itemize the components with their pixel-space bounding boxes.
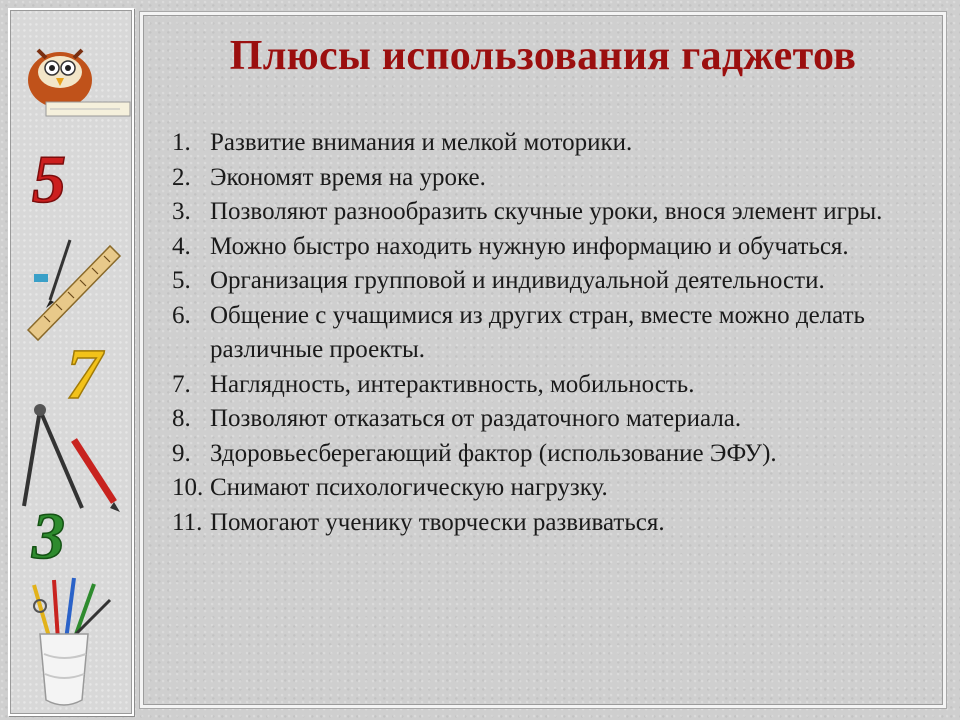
item-number: 11.	[172, 508, 203, 536]
list-item	[172, 402, 942, 437]
item-text: Можно быстро находить нужную информацию и обучаться.	[210, 232, 849, 260]
item-number: 6.	[172, 301, 191, 329]
item-number: 1.	[172, 129, 191, 156]
digit-7: 7	[66, 334, 102, 414]
list-item	[172, 264, 942, 299]
item-number: 8.	[172, 405, 191, 432]
slide-title: Плюсы использования гаджетов	[229, 33, 857, 79]
advantages-list	[172, 126, 942, 540]
item-text: Экономят время на уроке.	[210, 163, 486, 191]
item-number: 9.	[172, 439, 191, 467]
ruler-icon	[28, 240, 120, 340]
item-number: 2.	[172, 163, 191, 191]
item-text: Здоровьесберегающий фактор (использование ЭФУ).	[210, 439, 777, 467]
item-number: 4.	[172, 232, 191, 260]
item-number: 5.	[172, 267, 191, 294]
item-text: Общение с учащимися из других стран, вместе можно делать различные проекты.	[210, 301, 865, 363]
item-text: Наглядность, интерактивность, мобильность.	[210, 370, 695, 398]
decorative-side-strip	[8, 8, 134, 716]
item-text: Позволяют отказаться от раздаточного материала.	[210, 405, 742, 432]
compass-icon	[24, 404, 120, 512]
digit-5: 5	[32, 141, 66, 217]
list-item	[172, 126, 942, 161]
digit-3: 3	[32, 500, 65, 573]
list-item	[172, 506, 942, 541]
item-text: Позволяют разнообразить скучные уроки, внося элемент игры.	[210, 198, 883, 225]
list-item	[172, 161, 942, 196]
list-item	[172, 299, 942, 368]
pencil-cup-icon	[34, 578, 110, 705]
item-number: 10.	[172, 474, 204, 501]
list-item	[172, 368, 942, 403]
list-item	[172, 471, 942, 506]
owl-icon	[28, 50, 130, 116]
item-text: Развитие внимания и мелкой моторики.	[210, 129, 633, 156]
list-item	[172, 195, 942, 230]
list-item	[172, 230, 942, 265]
item-text: Снимают психологическую нагрузку.	[210, 474, 608, 501]
list-item	[172, 437, 942, 472]
item-number: 7.	[172, 370, 191, 398]
item-number: 3.	[172, 198, 191, 225]
side-decorations	[10, 10, 132, 714]
item-text: Организация групповой и индивидуальной деятельности.	[210, 267, 825, 294]
item-text: Помогают ученику творчески развиваться.	[210, 508, 665, 536]
